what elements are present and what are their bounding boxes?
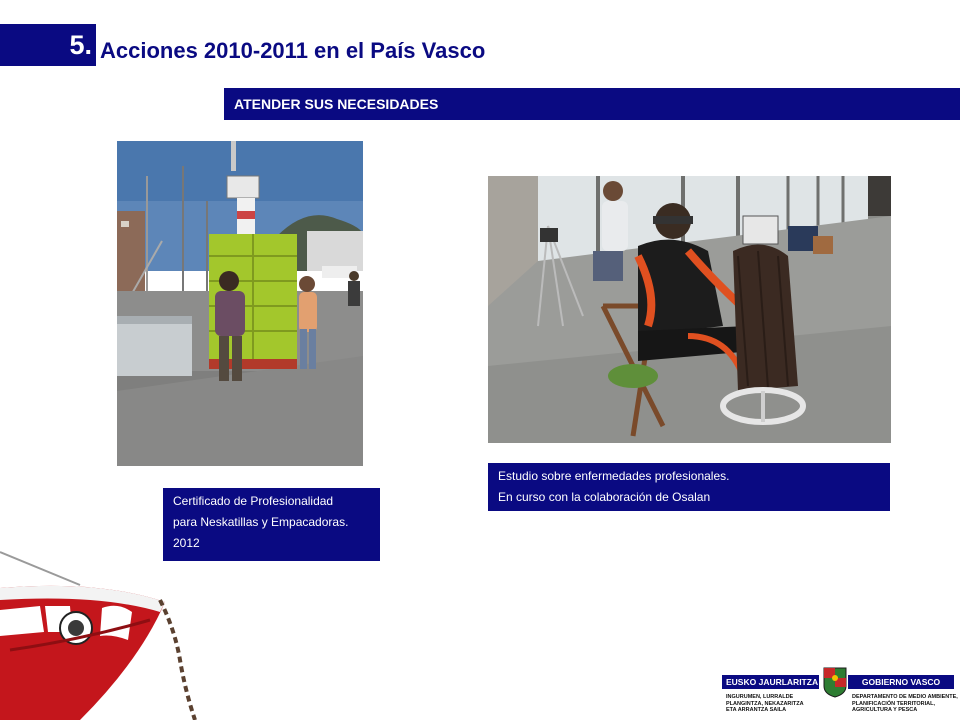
- section-number-block: [0, 24, 96, 66]
- caption-line: Certificado de Profesionalidad: [173, 494, 334, 508]
- coat-of-arms-icon: [822, 666, 848, 698]
- gobierno-vasco-logo: [720, 664, 956, 720]
- photo-port-workers: [117, 141, 363, 466]
- logo-gobierno-vasco: GOBIERNO VASCO: [848, 675, 954, 689]
- section-number: 5.: [69, 30, 92, 60]
- caption-line: Estudio sobre enfermedades profesionales.: [498, 469, 730, 483]
- boat-bow-decoration: [0, 540, 230, 720]
- logo-eusko-jaurlaritza: EUSKO JAURLARITZA: [722, 675, 819, 689]
- page-title: Acciones 2010-2011 en el País Vasco: [100, 38, 486, 63]
- caption-line: En curso con la colaboración de Osalan: [498, 490, 711, 504]
- caption-line: 2012: [173, 536, 200, 550]
- logo-subtitle-left: INGURUMEN, LURRALDE PLANGINTZA, NEKAZARITZA ETA ARRANTZA SAILA: [726, 694, 804, 713]
- logo-subtitle-right: DEPARTAMENTO DE MEDIO AMBIENTE, PLANIFICACIÓN TERRITORIAL, AGRICULTURA Y PESCA: [852, 694, 958, 713]
- section-bar: [224, 88, 960, 120]
- section-bar-label: ATENDER SUS NECESIDADES: [234, 96, 439, 112]
- photo-occupational-study: [488, 176, 891, 443]
- caption-line: para Neskatillas y Empacadoras.: [173, 515, 349, 529]
- caption-study: [488, 463, 890, 511]
